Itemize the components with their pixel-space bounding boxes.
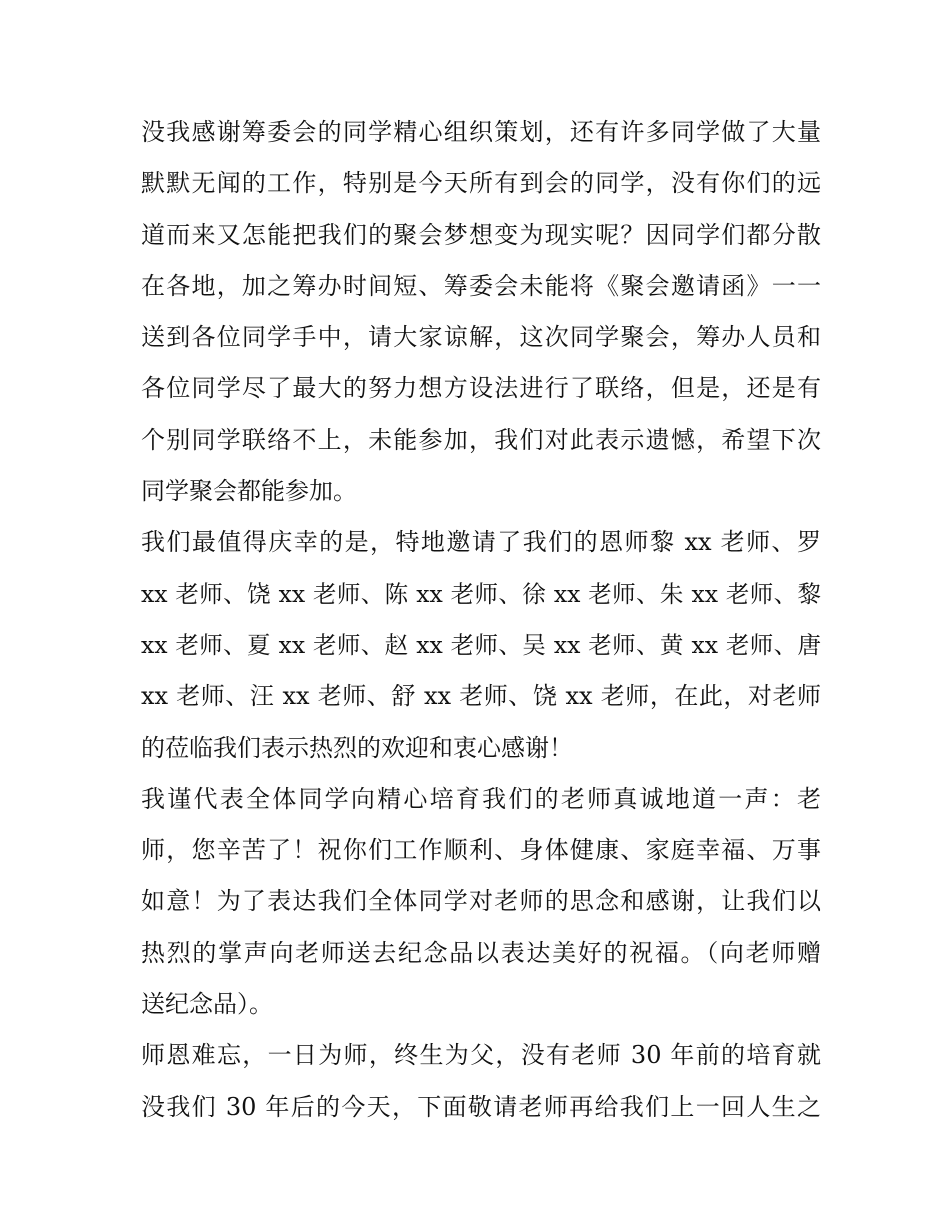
text-line-20: 没我们 30 年后的今天，下面敬请老师再给我们上一回人生之 (141, 1092, 821, 1121)
text-line-9: 我们最值得庆幸的是，特地邀请了我们的恩师黎 xx 老师、罗 (141, 528, 821, 557)
text-line-6: 各位同学尽了最大的努力想方设法进行了联络，但是，还是有 (141, 374, 821, 403)
body-text (141, 107, 821, 1133)
text-line-19: 师恩难忘，一日为师，终生为父，没有老师 30 年前的培育就 (141, 1041, 821, 1070)
text-line-13: 的莅临我们表示热烈的欢迎和衷心感谢！ (141, 733, 573, 762)
text-line-3: 道而来又怎能把我们的聚会梦想变为现实呢？因同学们都分散 (141, 220, 821, 249)
text-line-12: xx 老师、汪 xx 老师、舒 xx 老师、饶 xx 老师，在此，对老师 (141, 682, 821, 711)
text-line-18: 送纪念品）。 (141, 990, 273, 1019)
text-line-5: 送到各位同学手中，请大家谅解，这次同学聚会，筹办人员和 (141, 323, 821, 352)
text-line-11: xx 老师、夏 xx 老师、赵 xx 老师、吴 xx 老师、黄 xx 老师、唐 (141, 630, 821, 659)
text-line-14: 我谨代表全体同学向精心培育我们的老师真诚地道一声：老 (141, 784, 821, 813)
text-line-16: 如意！为了表达我们全体同学对老师的思念和感谢，让我们以 (141, 887, 821, 916)
text-line-15: 师，您辛苦了！祝你们工作顺利、身体健康、家庭幸福、万事 (141, 836, 821, 865)
text-line-4: 在各地，加之筹办时间短、筹委会未能将《聚会邀请函》一一 (141, 271, 821, 300)
text-line-1: 没我感谢筹委会的同学精心组织策划，还有许多同学做了大量 (141, 118, 821, 146)
text-line-10: xx 老师、饶 xx 老师、陈 xx 老师、徐 xx 老师、朱 xx 老师、黎 (141, 579, 821, 608)
text-line-7: 个别同学联络不上，未能参加，我们对此表示遗憾，希望下次 (141, 425, 821, 454)
text-line-17: 热烈的掌声向老师送去纪念品以表达美好的祝福。（向老师赠 (141, 938, 821, 967)
text-line-8: 同学聚会都能参加。 (141, 477, 357, 506)
text-line-2: 默默无闻的工作，特别是今天所有到会的同学，没有你们的远 (141, 169, 821, 198)
